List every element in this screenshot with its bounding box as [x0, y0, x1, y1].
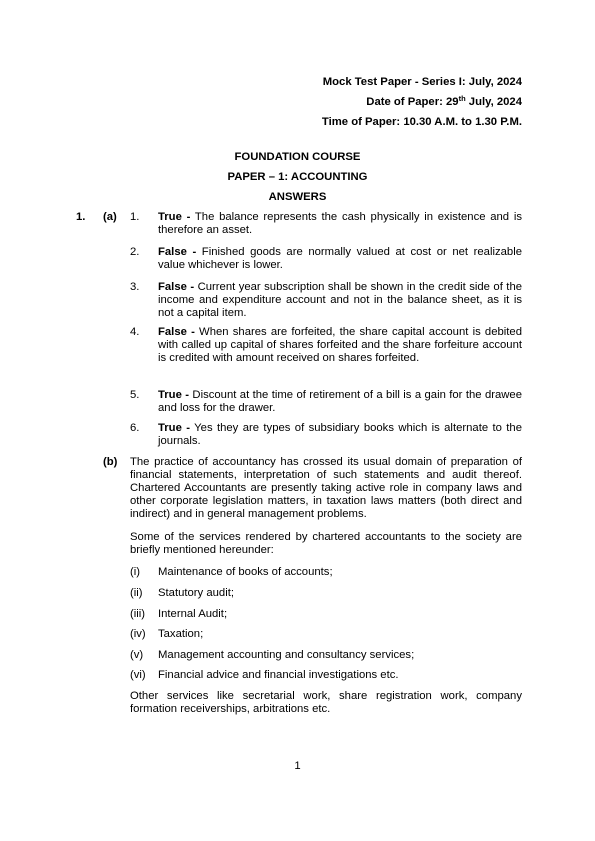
item-number: 4. [130, 326, 140, 338]
verdict-label: True - [158, 211, 191, 223]
item-number: 3. [130, 281, 140, 293]
part-a-label: (a) [103, 211, 117, 223]
service-number: (iv) [130, 628, 146, 640]
item-body: Discount at the time of retirement of a bill is a gain for the drawee and loss for the drawer. [158, 389, 522, 414]
date-suffix: July, 2024 [465, 96, 522, 108]
service-number: (iii) [130, 608, 146, 620]
service-number: (vi) [130, 669, 146, 681]
item-text [158, 246, 522, 272]
time-line: Time of Paper: 10.30 A.M. to 1.30 P.M. [321, 116, 522, 128]
date-superscript: th [458, 94, 466, 103]
item-body: Current year subscription shall be shown in the credit side of the income and expenditure account and not in the balance sheet, as it is not a capital item. [158, 281, 523, 319]
item-number: 6. [130, 422, 140, 434]
series-line: Mock Test Paper - Series I: July, 2024 [322, 76, 522, 88]
item-text [158, 326, 522, 365]
part-b-paragraph: The practice of accountancy has crossed its usual domain of preparation of financial statements, interpretation of such statements and audit thereof. Chartered Accountants are presently taking active role in company laws and other corporate legislation matters, in taxation laws matters (both direct and indirect) and in general management problems. [130, 456, 522, 520]
service-number: (v) [130, 649, 144, 661]
service-text: Financial advice and financial investigations etc. [158, 669, 399, 681]
item-text [158, 422, 522, 448]
part-b-label: (b) [103, 456, 118, 468]
verdict-label: False - [158, 326, 195, 338]
question-number: 1. [76, 211, 86, 223]
date-line [322, 92, 522, 112]
item-number: 5. [130, 389, 140, 401]
paper-title: PAPER – 1: ACCOUNTING [227, 171, 368, 183]
item-number: 1. [130, 211, 140, 223]
item-body: When shares are forfeited, the share capital account is debited with called up capital of shares forfeited and the share forfeiture account is credited with amount received on shares forfeited. [158, 326, 522, 364]
course-title: FOUNDATION COURSE [234, 151, 361, 163]
item-body: The balance represents the cash physically in existence and is therefore an asset. [158, 211, 522, 236]
item-text [158, 211, 522, 237]
service-number: (i) [130, 566, 141, 578]
verdict-label: True - [158, 389, 190, 401]
page-number: 1 [294, 760, 301, 772]
answers-title: ANSWERS [268, 191, 327, 203]
service-text: Statutory audit; [158, 587, 234, 599]
item-body: Yes they are types of subsidiary books which is alternate to the journals. [158, 422, 522, 447]
service-text: Internal Audit; [158, 608, 228, 620]
part-b-intro: Some of the services rendered by chartered accountants to the society are briefly mentioned hereunder: [130, 531, 522, 556]
verdict-label: False - [158, 246, 197, 258]
service-text: Taxation; [158, 628, 204, 640]
verdict-label: True - [158, 422, 190, 434]
part-b-closing: Other services like secretarial work, share registration work, company formation receiverships, arbitrations etc. [130, 690, 522, 715]
item-text [158, 281, 522, 320]
service-text: Maintenance of books of accounts; [158, 566, 333, 578]
item-body: Finished goods are normally valued at cost or net realizable value whichever is lower. [158, 246, 522, 271]
service-text: Management accounting and consultancy services; [158, 649, 415, 661]
date-prefix: Date of Paper: 29 [366, 96, 459, 108]
paper-header [322, 72, 522, 132]
service-number: (ii) [130, 587, 143, 599]
item-text [158, 389, 522, 415]
item-number: 2. [130, 246, 140, 258]
verdict-label: False - [158, 281, 195, 293]
